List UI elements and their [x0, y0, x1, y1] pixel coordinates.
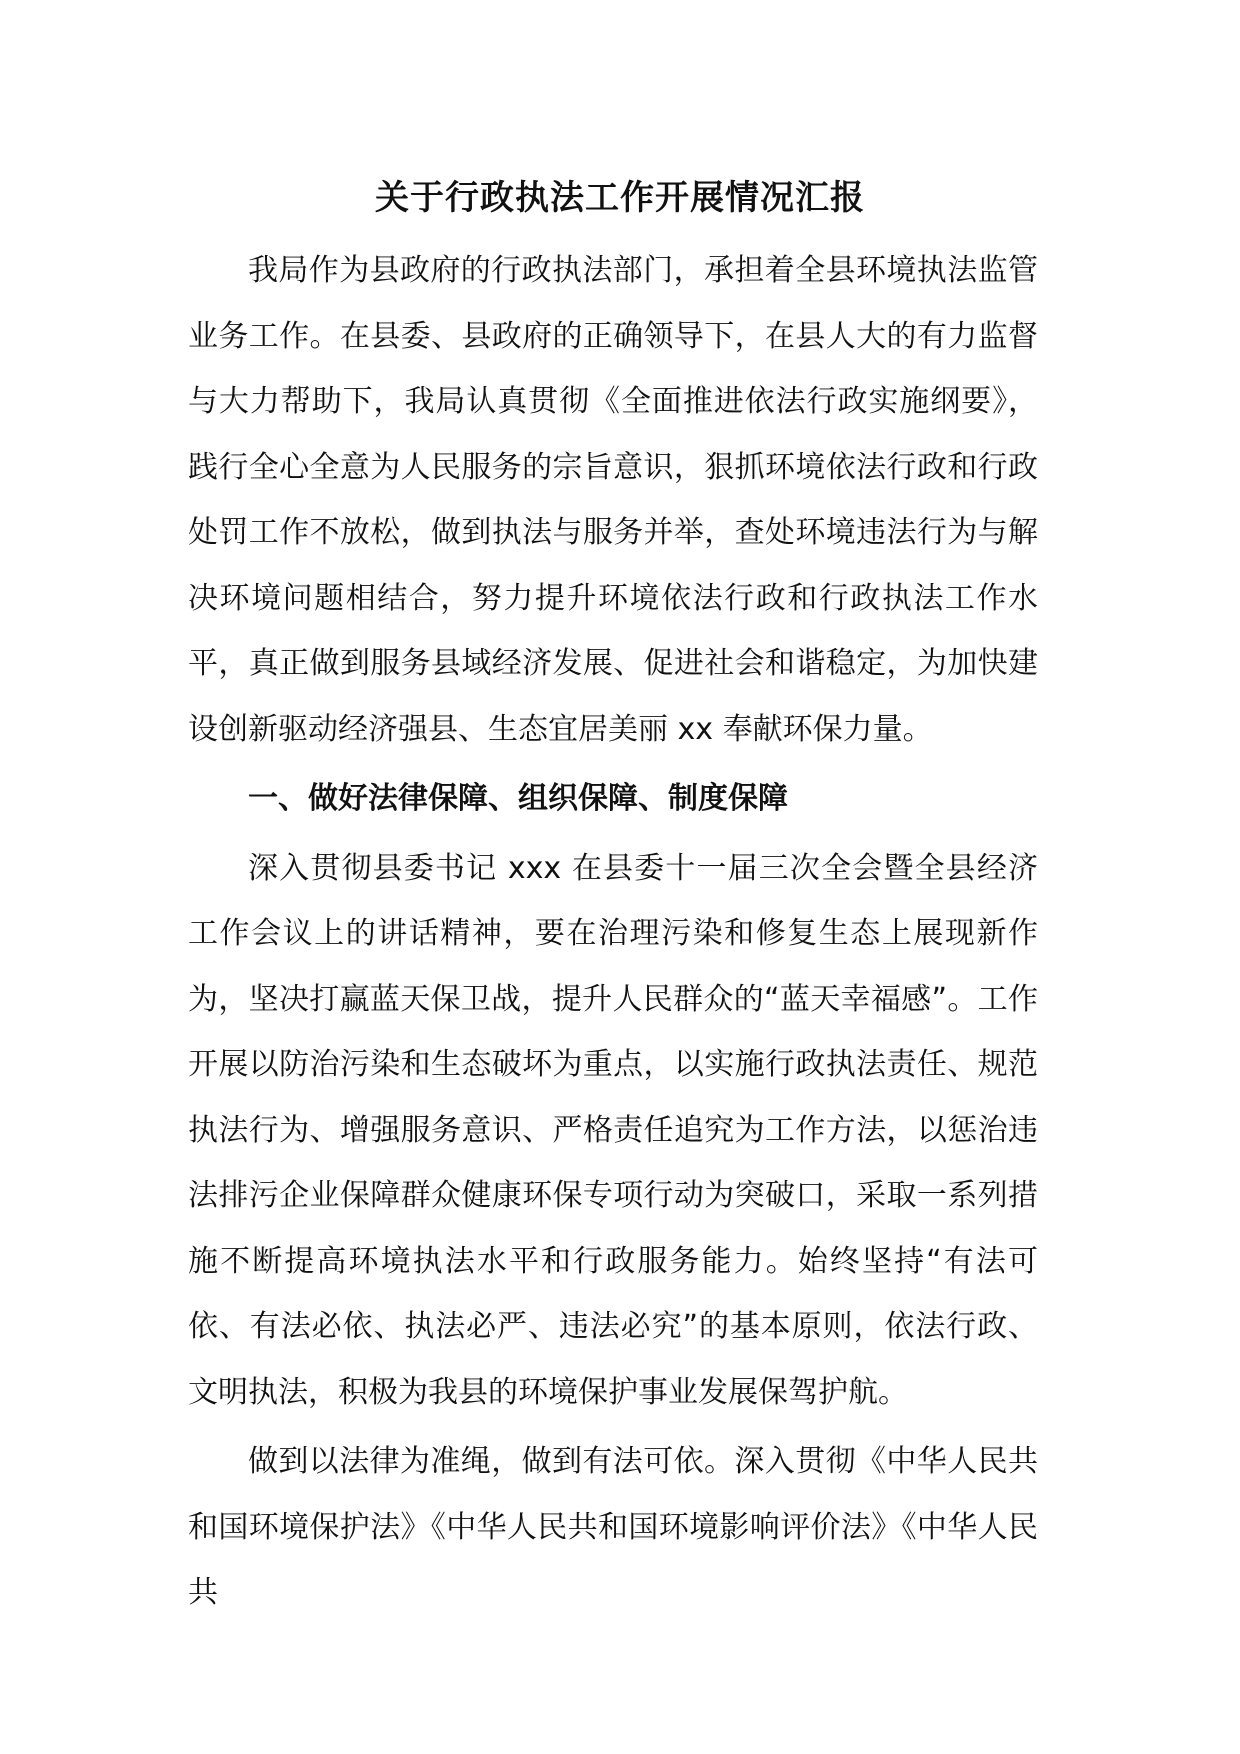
paragraph-section-1: 深入贯彻县委书记 xxx 在县委十一届三次全会暨全县经济工作会议上的讲话精神，要在治理污染和修复生态上展现新作为，坚决打赢蓝天保卫战，提升人民群众的“蓝天幸福感”。工作开展以防治污染和生态破坏为重点，以实施行政执法责任、规范执法行为、增强服务意识、严格责任追究为工作方法，以惩治违法排污企业保障群众健康环保专项行动为突破口，采取一系列措施不断提高环境执法水平和行政服务能力。始终坚持“有法可依、有法必依、执法必严、违法必究”的基本原则，依法行政、文明执法，积极为我县的环境保护事业发展保驾护航。 — [188, 850, 1038, 1410]
section-heading-1: 一、做好法律保障、组织保障、制度保障 — [248, 781, 788, 816]
document-title: 关于行政执法工作开展情况汇报 — [375, 178, 865, 218]
paragraph-intro: 我局作为县政府的行政执法部门，承担着全县环境执法监管业务工作。在县委、县政府的正确领导下，在县人大的有力监督与大力帮助下，我局认真贯彻《全面推进依法行政实施纲要》，践行全心全意为人民服务的宗旨意识，狠抓环境依法行政和行政处罚工作不放松，做到执法与服务并举，查处环境违法行为与解决环境问题相结合，努力提升环境依法行政和行政执法工作水平，真正做到服务县域经济发展、促进社会和谐稳定，为加快建设创新驱动经济强县、生态宜居美丽 xx 奉献环保力量。 — [188, 253, 1038, 747]
paragraph-legal-basis: 做到以法律为准绳，做到有法可依。深入贯彻《中华人民共和国环境保护法》《中华人民共和国环境影响评价法》《中华人民共 — [188, 1444, 1038, 1610]
document-body — [188, 238, 1038, 1626]
